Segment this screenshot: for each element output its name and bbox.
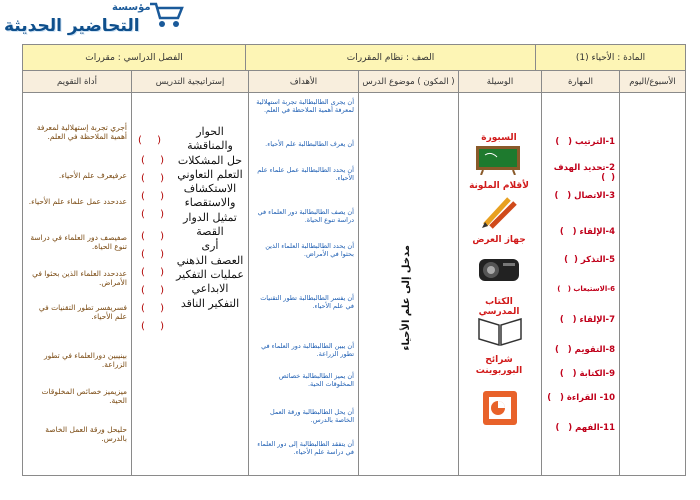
logo bbox=[0, 0, 190, 44]
strategy-item: التعلم التعاوني bbox=[177, 167, 243, 181]
skill-label: 7-الإلقاء bbox=[579, 315, 615, 325]
goal-item: أن يجرى الطالبطالبة تجربة استهلالية لمعرفة أهمية الملاحظة في العلم. bbox=[256, 98, 354, 114]
table-header-row bbox=[23, 71, 685, 93]
media-label: الكتاب المدرسي bbox=[478, 297, 520, 317]
media-label: جهاز العرض bbox=[472, 235, 526, 245]
header-skill: المهارة bbox=[541, 71, 619, 93]
media-label: السبورة bbox=[481, 133, 517, 143]
strategy-item: التفكير الناقد bbox=[180, 296, 240, 310]
strategy-item: حل المشكلات bbox=[177, 153, 243, 167]
strategy-item: الحوار bbox=[196, 125, 224, 138]
checkbox-parens: ( ) bbox=[141, 321, 170, 332]
assessment-item: عددحدد عمل علماء علم الأحياء. bbox=[28, 197, 127, 206]
assessment-item: أجري تجربة إستهلالية لمعرفة أهمية الملاحظة في العلم. bbox=[36, 123, 127, 142]
strategy-item: والاستقصاء bbox=[184, 196, 236, 210]
checkbox-parens: ( ) bbox=[141, 191, 170, 202]
skill-label: 11-الفهم bbox=[575, 423, 615, 433]
skill-item: 11-الفهم ( ) bbox=[555, 423, 615, 433]
checkbox-parens: ( ) bbox=[138, 135, 167, 146]
lesson-topic: مدخل إلى علم الأحياء bbox=[401, 245, 412, 351]
goal-item: أن يعرف الطالبطالبة علم الأحياء. bbox=[265, 140, 354, 148]
cart-icon bbox=[148, 0, 188, 30]
checkbox-parens: ( ) bbox=[141, 249, 170, 260]
assessment-item: حليحل ورقة العمل الخاصة بالدرس. bbox=[45, 425, 127, 444]
skill-item: 3-الاتصال ( ) bbox=[554, 191, 615, 201]
goal-item: أن يفسر الطالبطالبة تطور التقنيات في علم الأحياء. bbox=[260, 294, 354, 310]
header-goals: الأهداف bbox=[248, 71, 358, 93]
skill-item: 10- القراءة ( ) bbox=[547, 393, 615, 403]
book-icon bbox=[475, 311, 525, 347]
column-divider bbox=[541, 93, 542, 475]
skill-item: 5-التذكر ( ) bbox=[564, 255, 615, 265]
colored-pencils-icon bbox=[479, 193, 519, 229]
logo-title: التحاضير الحديثة bbox=[4, 16, 140, 36]
semester-cell: الفصل الدراسي : مقررات bbox=[85, 53, 183, 63]
projector-icon bbox=[475, 249, 523, 289]
strategy-item: الابداعي bbox=[191, 282, 229, 296]
goal-item: أن يتفقد الطالبطالبة إلى دور العلماء في دراسة علم الأحياء. bbox=[257, 440, 354, 456]
skill-label: 6-الاستيعاب bbox=[573, 285, 615, 293]
subject-cell: المادة : الأحياء (1) bbox=[535, 45, 685, 71]
assessment-item: عرفيعرف علم الأحياء. bbox=[58, 171, 127, 180]
assessment-item: عددحدد العلماء الذين بحثوا في الأمراض. bbox=[32, 269, 127, 288]
checkbox-parens: ( ) bbox=[141, 285, 170, 296]
media-label: شرائح البوربوينت bbox=[475, 355, 523, 376]
checkbox-parens: ( ) bbox=[141, 173, 170, 184]
assessment-item: فسريفسر تطور التقنيات في علم الأحياء. bbox=[38, 303, 127, 322]
goal-item: أن يصف الطالبطالبة دور العلماء في دراسة تنوع الحياة. bbox=[257, 208, 354, 224]
skill-label: 5-التذكر bbox=[580, 255, 615, 265]
goal-item: أن يميز الطالبطالبة خصائص المخلوقات الحية. bbox=[278, 372, 354, 388]
strategy-item: القصة bbox=[196, 225, 224, 239]
strategy-item: عمليات التفكير bbox=[176, 267, 244, 281]
column-divider bbox=[358, 93, 359, 475]
column-divider bbox=[619, 93, 620, 475]
skill-item: 7-الإلقاء ( ) bbox=[559, 315, 615, 325]
header-assessment: أداة التقويم bbox=[57, 77, 97, 87]
table-top-row bbox=[23, 45, 685, 71]
powerpoint-icon bbox=[481, 389, 519, 427]
skill-label: 1-الترتيب bbox=[575, 137, 615, 147]
checkbox-parens: ( ) bbox=[141, 231, 170, 242]
header-component: ( المكون ) موضوع الدرس bbox=[358, 71, 458, 93]
strategy-item: تمثيل الدوار bbox=[183, 210, 237, 224]
column-divider bbox=[458, 93, 459, 475]
skill-label: 3-الاتصال bbox=[574, 191, 615, 201]
checkbox-parens: ( ) bbox=[141, 267, 170, 278]
goal-item: أن يبين الطالبطالبة دور العلماء في تطور الزراعة. bbox=[261, 342, 354, 358]
skill-item: 8-التقويم ( ) bbox=[555, 345, 615, 355]
assessment-item: صفيصف دور العلماء في دراسة تنوع الحياة. bbox=[30, 233, 127, 252]
checkbox-parens: ( ) bbox=[141, 303, 170, 314]
strategy-item: العصف الذهني bbox=[176, 253, 244, 267]
logo-org-label: مؤسسة bbox=[112, 2, 151, 13]
assessment-item: بينيبين دورالعلماء في تطور الزراعة. bbox=[43, 351, 127, 370]
goal-item: أن يحدد الطالبطالبة عمل علماء علم الأحياء. bbox=[257, 166, 354, 182]
checkbox-parens: ( ) bbox=[141, 155, 170, 166]
skill-item: 9-الكتابة ( ) bbox=[559, 369, 615, 379]
goal-item: أن يحل الطالبطالبة ورقة العمل الخاصة بالدرس. bbox=[269, 408, 354, 424]
media-label: لأقلام الملونة bbox=[469, 181, 529, 191]
skill-label: 9-الكتابة bbox=[579, 369, 615, 379]
header-strategy: إستراتيجية التدريس bbox=[131, 71, 248, 93]
grade-cell: الصف : نظام المقررات bbox=[245, 45, 535, 71]
skill-item: 1-الترتيب ( ) bbox=[555, 137, 615, 147]
skill-item: 6-الاستيعاب ( ) bbox=[557, 285, 615, 293]
skill-label: 4-الإلقاء bbox=[579, 227, 615, 237]
strategy-item: الاستكشاف bbox=[183, 182, 237, 196]
skill-item: 4-الإلقاء ( ) bbox=[559, 227, 615, 237]
header-media: الوسيلة bbox=[458, 71, 541, 93]
chalkboard-icon bbox=[475, 145, 521, 175]
header-week-day: الأسبوع/اليوم bbox=[619, 71, 685, 93]
strategy-item: والمناقشة bbox=[187, 139, 233, 153]
strategy-item: أرى bbox=[201, 239, 219, 253]
lesson-plan-table bbox=[22, 44, 686, 476]
checkbox-parens: ( ) bbox=[141, 209, 170, 220]
skill-item: 2-تحديد الهدف ( ) bbox=[553, 163, 615, 183]
skill-label: 2-تحديد الهدف bbox=[553, 163, 615, 173]
goal-item: أن يحدد الطالبطالبة العلماء الذين بحثوا في الأمراض. bbox=[265, 242, 354, 258]
column-divider bbox=[131, 93, 132, 475]
column-divider bbox=[248, 93, 249, 475]
strategy-list bbox=[173, 125, 247, 311]
skill-label: 8-التقويم bbox=[574, 345, 615, 355]
skill-label: 10- القراءة bbox=[566, 393, 615, 403]
assessment-item: ميزيميز خصائص المخلوقات الحية. bbox=[41, 387, 127, 406]
